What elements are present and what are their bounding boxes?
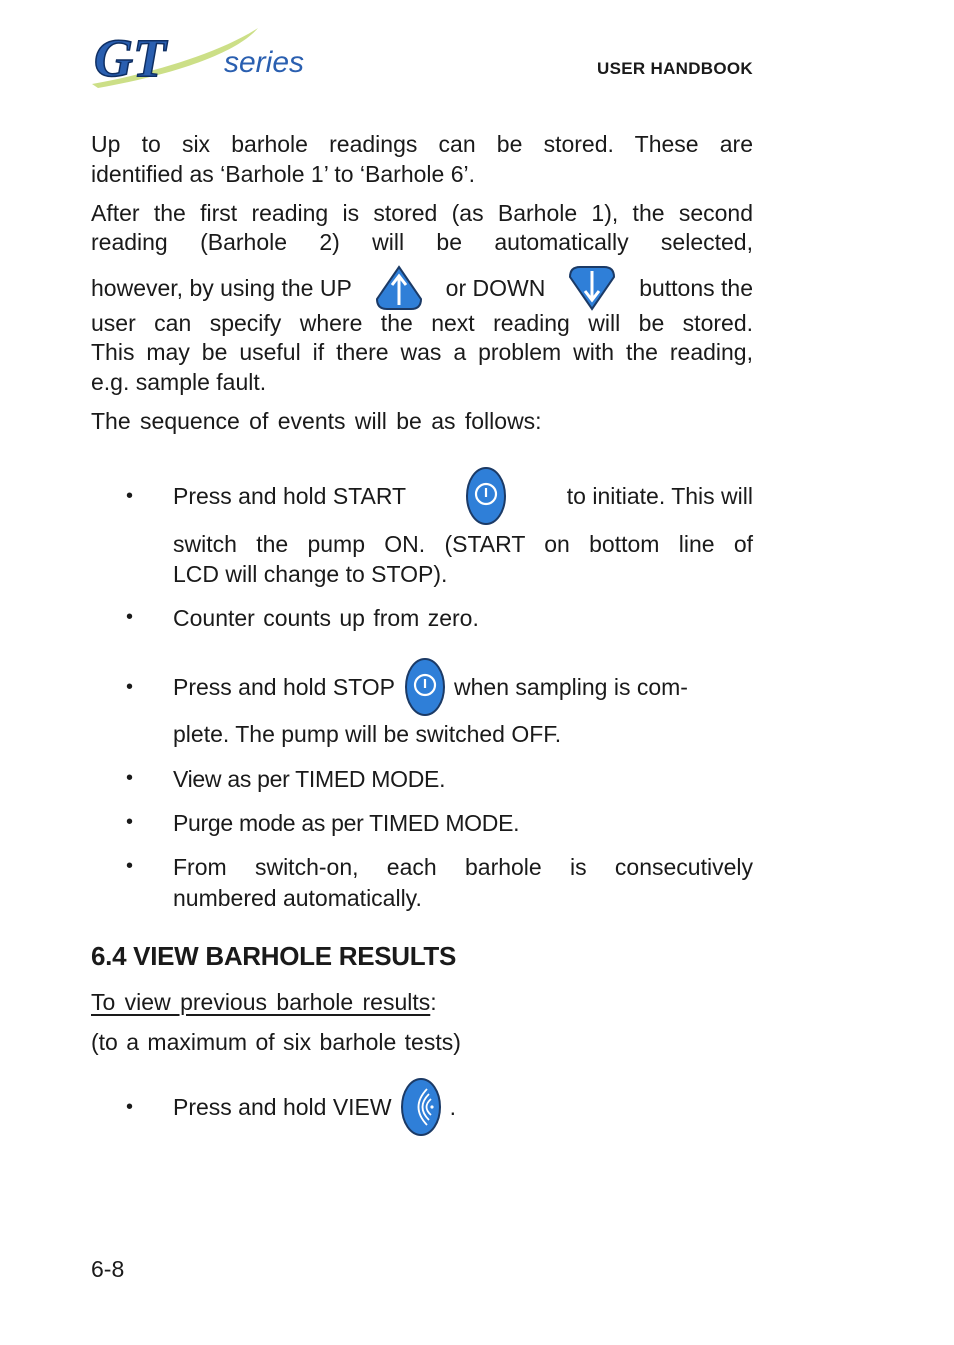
- bullet-3-text-b: when sampling is com-: [454, 674, 688, 700]
- bullet-marker: •: [126, 855, 134, 877]
- bullet-2-text: Counter counts up from zero.: [173, 605, 479, 631]
- view-instruction: [173, 1076, 753, 1138]
- bullet-marker: •: [126, 606, 134, 628]
- bullet-6-line-1: From switch-on, each barhole is consecutively: [173, 854, 753, 880]
- section-heading: 6.4 VIEW BARHOLE RESULTS: [91, 941, 457, 971]
- bullet-1-text-a: Press and hold START: [173, 483, 407, 509]
- bullet-marker: •: [126, 676, 134, 698]
- paragraph-3: The sequence of events will be as follows:: [91, 408, 542, 434]
- bullet-1-line-1: [173, 466, 753, 526]
- bullet-4-text: View as per TIMED MODE.: [173, 766, 446, 792]
- paragraph-2-line-2: reading (Barhole 2) will be automatically selected,: [91, 229, 753, 255]
- view-instruction-period: .: [449, 1094, 456, 1120]
- section-note: (to a maximum of six barhole tests): [91, 1029, 461, 1055]
- power-button-icon: [404, 657, 446, 717]
- logo-series-text: series: [224, 46, 305, 79]
- section-subheading-colon: :: [430, 989, 437, 1015]
- section-subheading: [91, 989, 753, 1016]
- paragraph-2-line-6: e.g. sample fault.: [91, 369, 267, 395]
- paragraph-1-line-1: Up to six barhole readings can be stored. These are: [91, 131, 753, 157]
- bullet-3-line-2: plete. The pump will be switched OFF.: [173, 721, 562, 747]
- paragraph-2-line-5: This may be useful if there was a problem with the reading,: [91, 339, 753, 365]
- up-arrow-button-icon: [375, 265, 423, 311]
- bullet-6-line-2: numbered automatically.: [173, 885, 422, 911]
- page-number: 6-8: [91, 1256, 125, 1282]
- paragraph-2-text-up: however, by using the UP: [91, 274, 352, 301]
- view-instruction-text: Press and hold VIEW: [173, 1094, 392, 1120]
- bullet-5-text: Purge mode as per TIMED MODE.: [173, 810, 520, 836]
- logo-gt-text: GT: [94, 28, 166, 88]
- paragraph-2-text-buttons: buttons the: [639, 274, 753, 301]
- paragraph-2-text-down: or DOWN: [445, 274, 546, 301]
- paragraph-1-line-2: identified as ‘Barhole 1’ to ‘Barhole 6’.: [91, 161, 475, 187]
- paragraph-2-line-1: After the first reading is stored (as Barhole 1), the second: [91, 200, 753, 226]
- bullet-marker: •: [126, 767, 134, 789]
- paragraph-2-line-3: [91, 264, 753, 312]
- bullet-3-text-a: Press and hold STOP: [173, 674, 396, 700]
- section-subheading-text: To view previous barhole results: [91, 989, 431, 1015]
- bullet-marker: •: [126, 811, 134, 833]
- view-button-icon: [400, 1077, 442, 1137]
- bullet-1-line-3: LCD will change to STOP).: [173, 561, 448, 587]
- bullet-marker: •: [126, 485, 134, 507]
- down-arrow-button-icon: [568, 265, 616, 311]
- document-title: USER HANDBOOK: [597, 59, 753, 78]
- bullet-1-line-2: switch the pump ON. (START on bottom line of: [173, 531, 753, 557]
- power-button-icon: [465, 466, 507, 526]
- bullet-3-line-1: [173, 657, 753, 717]
- bullet-1-text-b: to initiate. This will: [566, 483, 753, 509]
- bullet-marker: •: [126, 1096, 134, 1118]
- paragraph-2-line-4: user can specify where the next reading will be stored.: [91, 310, 753, 336]
